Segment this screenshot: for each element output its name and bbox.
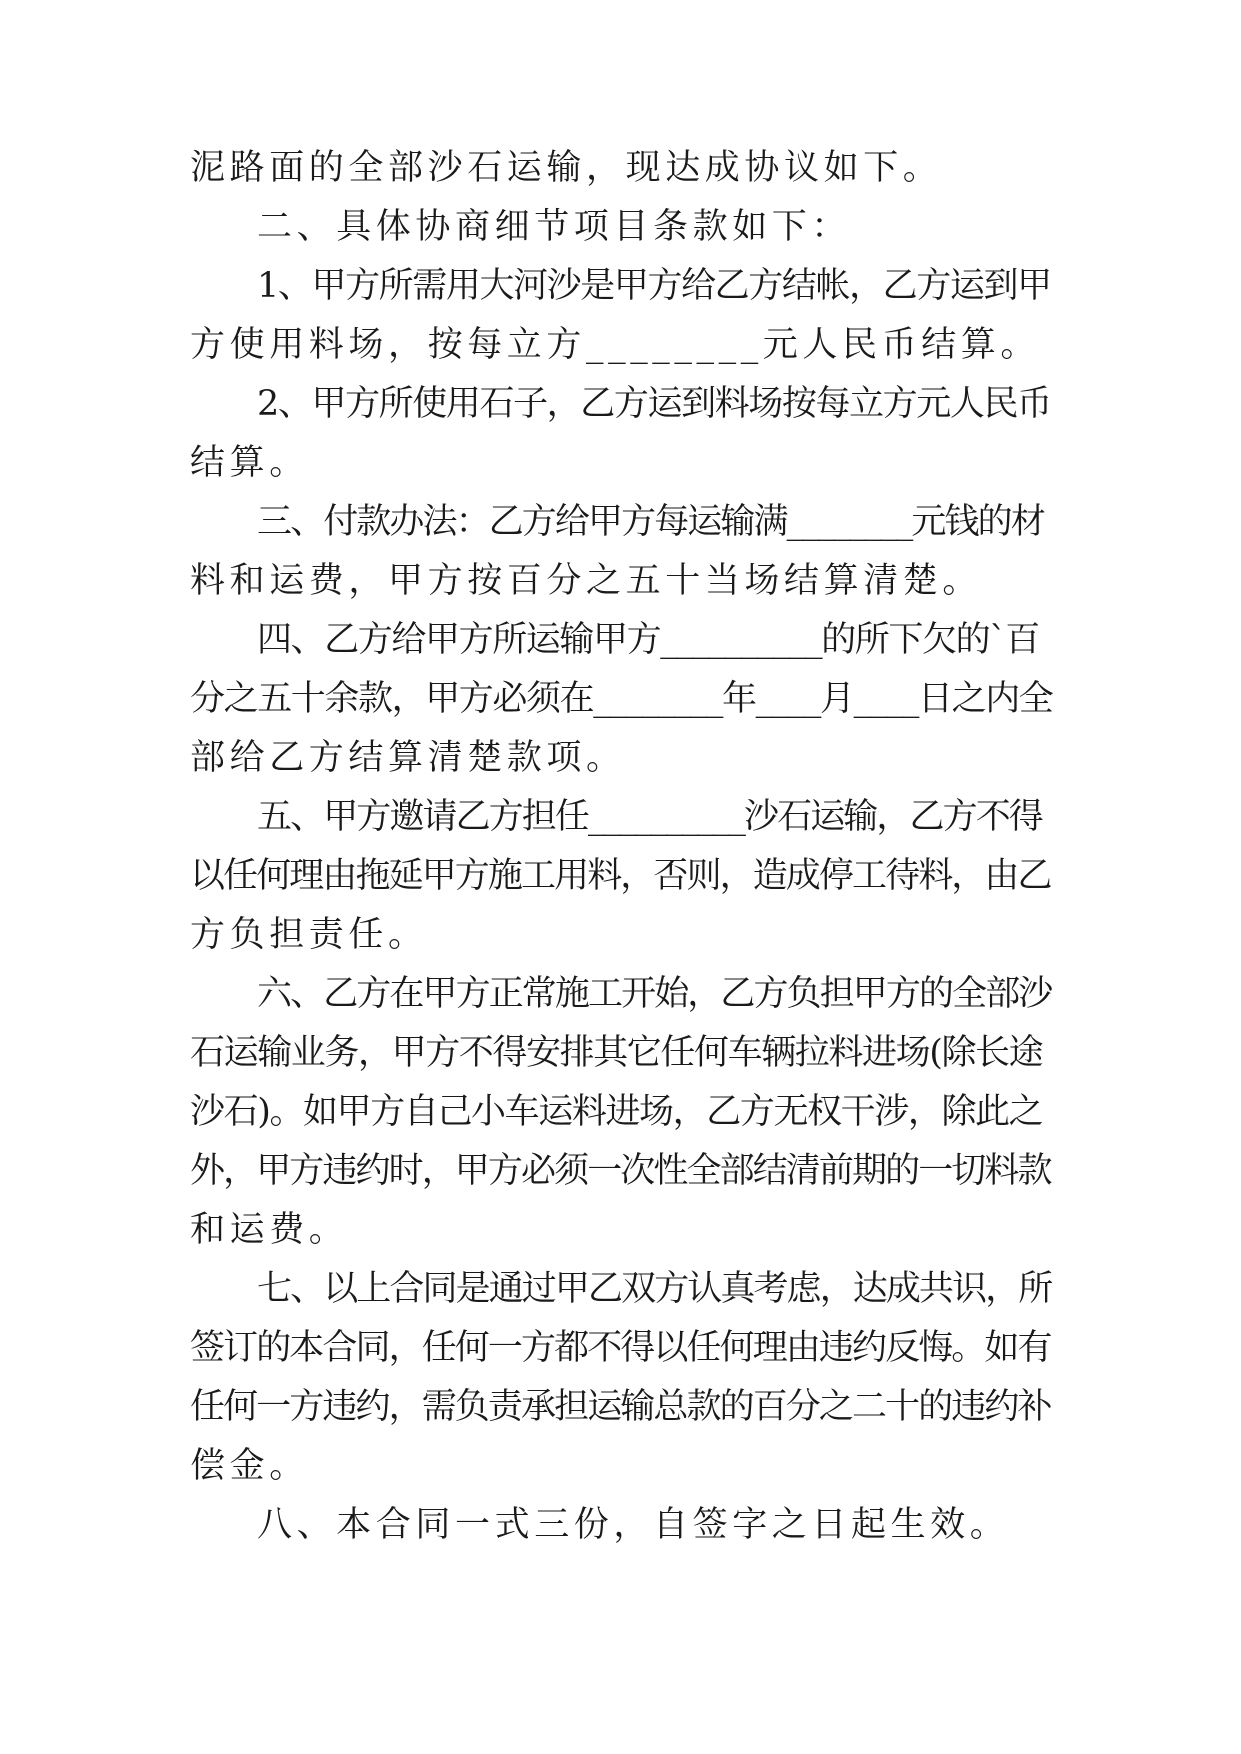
text-line-19: 和运费。 (190, 1210, 349, 1250)
text-line-20: 七、以上合同是通过甲乙双方认真考虑，达成共识，所 (257, 1269, 1052, 1309)
text-line-15: 六、乙方在甲方正常施工开始，乙方负担甲方的全部沙 (257, 974, 1052, 1014)
text-line-4: 方使用料场，按每立方________元人民币结算。 (190, 325, 1041, 365)
text-line-13: 以任何理由拖延甲方施工用料，否则，造成停工待料，由乙 (190, 856, 1051, 896)
text-line-8: 料和运费，甲方按百分之五十当场结算清楚。 (190, 561, 983, 601)
text-line-23: 偿金。 (190, 1446, 309, 1486)
text-line-7: 三、付款办法：乙方给甲方每运输满________元钱的材 (257, 502, 1044, 542)
text-line-9: 四、乙方给甲方所运输甲方__________的所下欠的`百 (257, 620, 1039, 660)
text-line-14: 方负担责任。 (190, 915, 428, 955)
text-line-12: 五、甲方邀请乙方担任__________沙石运输，乙方不得 (257, 797, 1042, 837)
text-line-18: 外，甲方违约时，甲方必须一次性全部结清前期的一切料款 (190, 1151, 1051, 1191)
text-line-17: 沙石)。如甲方自己小车运料进场，乙方无权干涉，除此之 (190, 1092, 1043, 1132)
text-line-2: 二、具体协商细节项目条款如下： (257, 207, 852, 247)
text-line-22: 任何一方违约，需负责承担运输总款的百分之二十的违约补 (190, 1387, 1051, 1427)
text-line-24: 八、本合同一式三份，自签字之日起生效。 (257, 1505, 1010, 1545)
text-line-11: 部给乙方结算清楚款项。 (190, 738, 626, 778)
text-line-10: 分之五十余款，甲方必须在________年____月____日之内全 (190, 679, 1053, 719)
text-line-6: 结算。 (190, 443, 309, 483)
text-line-16: 石运输业务，甲方不得安排其它任何车辆拉料进场(除长途 (190, 1033, 1043, 1073)
text-line-21: 签订的本合同，任何一方都不得以任何理由违约反悔。如有 (190, 1328, 1051, 1368)
text-line-3: 1、甲方所需用大河沙是甲方给乙方结帐，乙方运到甲 (257, 266, 1051, 306)
text-line-1: 泥路面的全部沙石运输，现达成协议如下。 (190, 148, 943, 188)
text-line-5: 2、甲方所使用石子，乙方运到料场按每立方元人民币 (257, 384, 1051, 424)
